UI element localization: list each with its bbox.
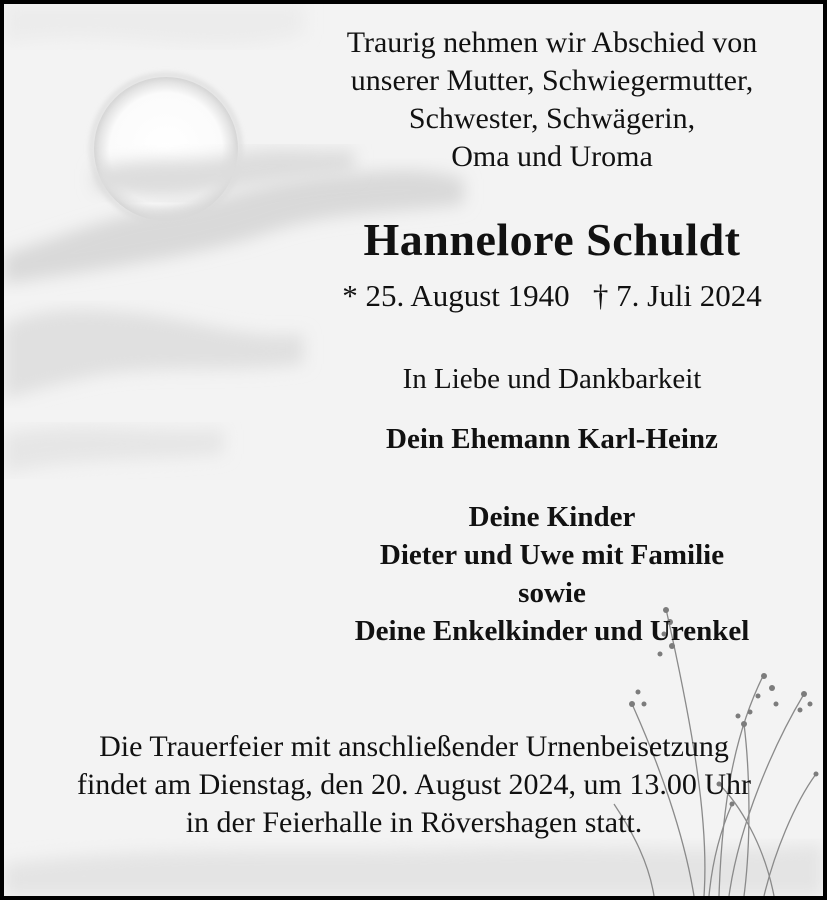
family-line: Deine Enkelkinder und Urenkel: [354, 615, 750, 647]
intro-line: unserer Mutter, Schwiegermutter,: [350, 64, 754, 97]
family-line: Dieter und Uwe mit Familie: [379, 539, 725, 571]
service-line: in der Feierhalle in Rövershagen statt.: [185, 806, 643, 839]
intro-line: Schwester, Schwägerin,: [408, 102, 696, 135]
service-line: Die Trauerfeier mit anschließender Urnenbeisetzung: [99, 730, 729, 763]
intro-line: Traurig nehmen wir Abschied von: [346, 26, 758, 59]
intro-line: Oma und Uroma: [451, 140, 653, 173]
intro-text: [304, 24, 800, 176]
closing-line: In Liebe und Dankbarkeit: [402, 363, 702, 395]
family-line: Deine Kinder: [468, 501, 636, 533]
deceased-name: Hannelore Schuldt: [363, 214, 741, 265]
life-dates: * 25. August 1940 † 7. Juli 2024: [342, 278, 762, 313]
family-block: [304, 498, 800, 650]
husband-name: Dein Ehemann Karl-Heinz: [386, 423, 718, 455]
funeral-service-info: [14, 728, 814, 842]
service-line: findet am Dienstag, den 20. August 2024, um 13.00 Uhr: [76, 768, 752, 801]
family-line: sowie: [518, 577, 586, 609]
